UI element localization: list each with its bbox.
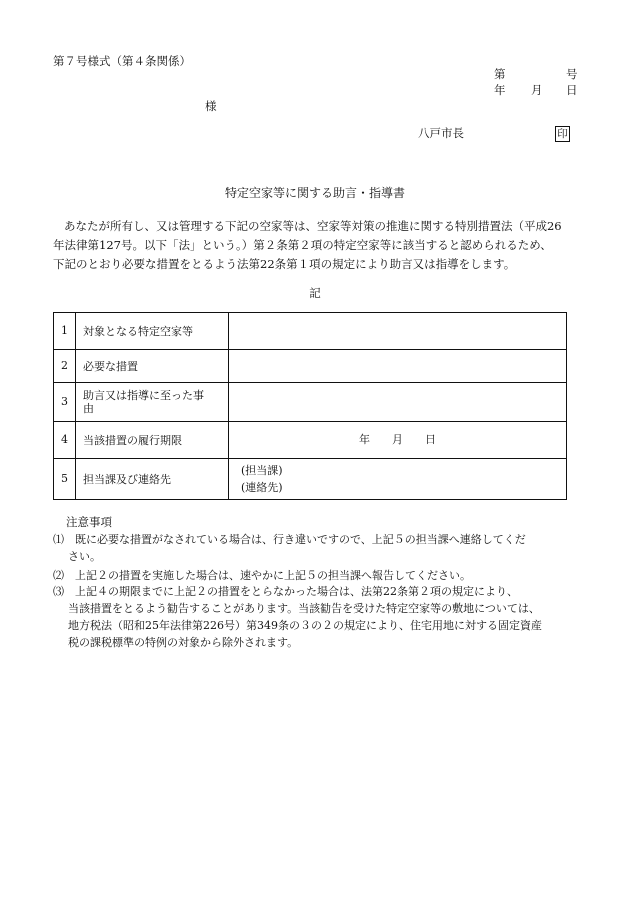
note-line: 当該措置をとるよう勧告することがあります。当該勧告を受けた特定空家等の敷地については、 (68, 602, 540, 615)
measures-table (53, 312, 567, 500)
ki-heading: 記 (309, 286, 321, 300)
note-line: 上記２の措置を実施した場合は、速やかに上記５の担当課へ報告してください。 (75, 569, 471, 582)
deadline-date: 年 月 日 (229, 422, 567, 459)
number-suffix: 号 (566, 67, 578, 81)
note-item (53, 531, 583, 565)
note-line: 税の課税標準の特例の対象から除外されます。 (68, 636, 299, 649)
row-number: 5 (54, 459, 76, 500)
note-line: さい。 (68, 550, 101, 563)
issuer-name: 八戸市長 (418, 126, 464, 140)
table-row (54, 459, 567, 500)
body-line: 下記のとおり必要な措置をとるよう法第22条第１項の規定により助言又は指導をします。 (53, 257, 516, 271)
notes-title: 注意事項 (66, 515, 112, 529)
contact-info: (担当課) (連絡先) (229, 459, 567, 500)
row-label: 助言又は指導に至った事 由 (76, 383, 229, 422)
seal-mark: 印 (555, 126, 570, 142)
row-number: 1 (54, 313, 76, 350)
date-day: 日 (566, 83, 578, 97)
row-number: 3 (54, 383, 76, 422)
row-label: 担当課及び連絡先 (76, 459, 229, 500)
row-label: 当該措置の履行期限 (76, 422, 229, 459)
note-line: 地方税法（昭和25年法律第226号）第349条の３の２の規定により、住宅用地に対する固定資産 (68, 619, 542, 632)
recipient-suffix: 様 (205, 99, 217, 113)
body-paragraph (53, 217, 579, 274)
note-line: 既に必要な措置がなされている場合は、行き違いですので、上記５の担当課へ連絡してくだ (75, 533, 526, 546)
row-number: 2 (54, 350, 76, 383)
row-number: 4 (54, 422, 76, 459)
number-prefix: 第 (494, 67, 506, 81)
table-row (54, 383, 567, 422)
note-line: 上記４の期限までに上記２の措置をとらなかった場合は、法第22条第２項の規定により、 (75, 585, 518, 598)
row-label: 対象となる特定空家等 (76, 313, 229, 350)
form-label: 第７号様式（第４条関係） (53, 54, 191, 68)
note-mark: ⑶ (53, 585, 64, 598)
row-value (229, 350, 567, 383)
table-row (54, 350, 567, 383)
document-title: 特定空家等に関する助言・指導書 (224, 186, 405, 200)
row-value (229, 383, 567, 422)
row-label: 必要な措置 (76, 350, 229, 383)
row-value (229, 313, 567, 350)
note-mark: ⑴ (53, 533, 64, 546)
date-year: 年 (494, 83, 506, 97)
note-item (53, 567, 583, 584)
note-item (53, 583, 583, 651)
table-row (54, 422, 567, 459)
date-month: 月 (531, 83, 543, 97)
table-row (54, 313, 567, 350)
body-line: 年法律第127号。以下「法」という。）第２条第２項の特定空家等に該当すると認められるため、 (53, 238, 552, 252)
body-line: あなたが所有し、又は管理する下記の空家等は、空家等対策の推進に関する特別措置法（平成26 (64, 219, 562, 233)
note-mark: ⑵ (53, 569, 64, 582)
